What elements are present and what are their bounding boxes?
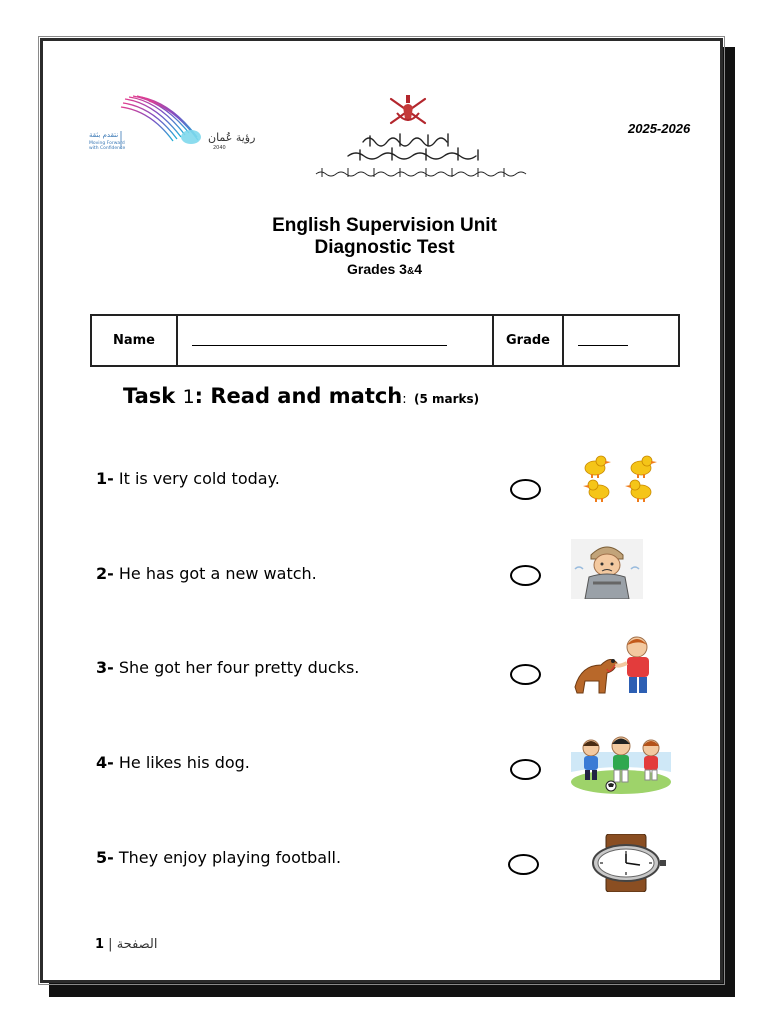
sentence-item: 3- She got her four pretty ducks. bbox=[96, 658, 360, 677]
match-oval[interactable] bbox=[510, 479, 541, 500]
task-heading: Task 1: Read and match: (5 marks) bbox=[123, 384, 480, 408]
sentence-item: 4- He likes his dog. bbox=[96, 753, 250, 772]
student-info-table bbox=[90, 314, 680, 367]
page-number: 1 bbox=[95, 937, 105, 952]
page-footer: الصفحة | 1 bbox=[95, 937, 158, 952]
svg-text:with Confidence: with Confidence bbox=[89, 146, 126, 151]
ministry-calligraphy bbox=[308, 126, 533, 186]
svg-text:نتقدم بثقة: نتقدم بثقة bbox=[89, 131, 119, 139]
grade-label: Grade bbox=[494, 316, 564, 365]
four-ducks-icon bbox=[575, 454, 665, 526]
kids-football-icon bbox=[571, 732, 671, 794]
sentence-item: 2- He has got a new watch. bbox=[96, 564, 317, 583]
match-oval[interactable] bbox=[510, 664, 541, 685]
wristwatch-icon bbox=[588, 834, 670, 892]
sentence-item: 5- They enjoy playing football. bbox=[96, 848, 342, 867]
school-year: 2025-2026 bbox=[628, 121, 691, 136]
task-marks: (5 marks) bbox=[413, 392, 480, 406]
unit-title: English Supervision Unit bbox=[272, 215, 497, 236]
cold-man-icon bbox=[571, 539, 643, 611]
match-oval[interactable] bbox=[508, 854, 539, 875]
test-title: Diagnostic Test bbox=[314, 237, 455, 258]
oman-vision-logo bbox=[85, 93, 255, 155]
page-word: الصفحة bbox=[116, 937, 158, 952]
boy-with-dog-icon bbox=[571, 635, 663, 697]
match-oval[interactable] bbox=[510, 565, 541, 586]
oman-emblem-icon bbox=[383, 93, 433, 129]
grade-field[interactable] bbox=[564, 316, 678, 365]
worksheet-page bbox=[40, 38, 723, 983]
sentence-item: 1- It is very cold today. bbox=[96, 469, 280, 488]
title-block bbox=[43, 215, 726, 282]
svg-text:Moving Forward: Moving Forward bbox=[89, 141, 125, 146]
svg-text:رؤية عُمان: رؤية عُمان bbox=[208, 131, 255, 144]
grades-title: Grades 3&4 bbox=[347, 261, 422, 277]
name-label: Name bbox=[92, 316, 178, 365]
match-oval[interactable] bbox=[510, 759, 541, 780]
svg-text:2040: 2040 bbox=[213, 145, 226, 151]
name-field[interactable] bbox=[178, 316, 494, 365]
